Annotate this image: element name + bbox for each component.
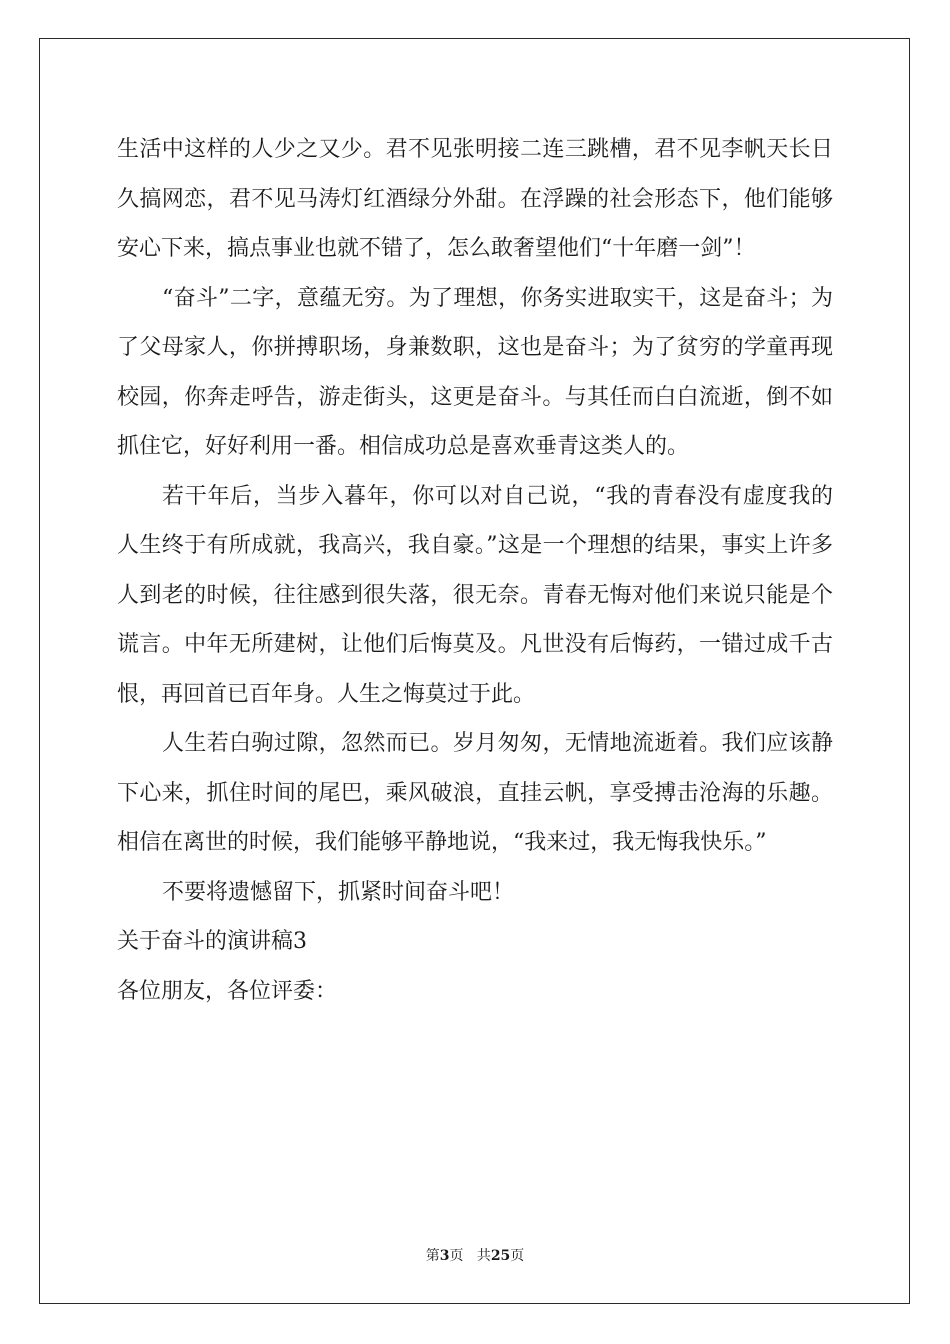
paragraph-3: 若干年后，当步入暮年，你可以对自己说，“我的青春没有虚度我的人生终于有所成就，我高兴，我自豪。”这是一个理想的结果，事实上许多人到老的时候，往往感到很失落，很无奈。青春无悔对他们来说只能是个谎言。中年无所建树，让他们后悔莫及。凡世没有后悔药，一错过成千古恨，再回首已百年身。人生之悔莫过于此。 bbox=[117, 483, 833, 707]
salutation: 各位朋友，各位评委： bbox=[117, 978, 338, 1004]
total-prefix: 共 bbox=[476, 1248, 491, 1264]
total-suffix: 页 bbox=[510, 1248, 525, 1264]
page-footer bbox=[0, 1245, 950, 1265]
current-page-number: 3 bbox=[439, 1248, 450, 1264]
page-prefix: 第 bbox=[425, 1248, 440, 1264]
paragraph-1: 生活中这样的人少之又少。君不见张明接二连三跳槽，君不见李帆天长日久搞网恋，君不见马涛灯红酒绿分外甜。在浮躁的社会形态下，他们能够安心下来，搞点事业也就不错了，怎么敢奢望他们“十年磨一剑”！ bbox=[117, 137, 833, 261]
paragraph-5: 不要将遗憾留下，抓紧时间奋斗吧！ bbox=[162, 879, 515, 905]
section-title: 关于奋斗的演讲稿3 bbox=[117, 929, 307, 954]
paragraph-2: “奋斗”二字，意蕴无穷。为了理想，你务实进取实干，这是奋斗；为了父母家人，你拼搏职场，身兼数职，这也是奋斗；为了贫穷的学童再现校园，你奔走呼告，游走街头，这更是奋斗。与其任而白白流逝，倒不如抓住它，好好利用一番。相信成功总是喜欢垂青这类人的。 bbox=[117, 285, 833, 459]
document-body bbox=[117, 125, 833, 1016]
total-pages-number: 25 bbox=[490, 1248, 511, 1264]
page-suffix: 页 bbox=[449, 1248, 464, 1264]
paragraph-4: 人生若白驹过隙，忽然而已。岁月匆匆，无情地流逝着。我们应该静下心来，抓住时间的尾巴，乘风破浪，直挂云帆，享受搏击沧海的乐趣。相信在离世的时候，我们能够平静地说，“我来过，我无悔我快乐。” bbox=[117, 731, 833, 855]
